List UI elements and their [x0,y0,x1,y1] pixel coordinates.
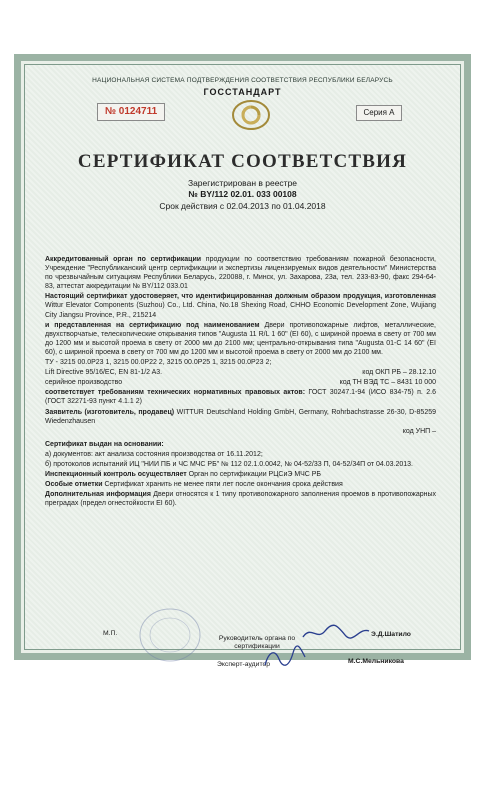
agency-name: ГОССТАНДАРТ [203,87,282,97]
product-name-paragraph: и представленная на сертификацию под наименованием Двери противопожарные лифтов, металлические, двухстворчатые, телескопические открывания типов "Augusta 11 R/L 1 60" (EI 60), с шириной проема в свету от 700 мм до 1200 мм и высотой проема в свету от 2000 мм до 2100 мм; центрально-открывания типа "Augusta 01-C 14 60" (EI 60), с шириной проема в свету от 700 мм до 1200 мм и высотой проема в свету от 2000 мм до 2100 мм. [45,321,436,356]
head-role: Руководитель органа по сертификации [218,635,296,650]
head-name: Э.Д.Шатило [371,631,411,638]
certificate-frame [24,64,461,668]
requirements-paragraph: соответствует требованиям технических нормативных правовых актов: ГОСТ 30247.1-94 (ИСО 834-75) п. 2.6 (ГОСТ 32271-93 пункт 4.1.1 2) [45,389,436,406]
gosstandart-emblem-icon [231,99,271,131]
head-signature-icon [301,621,371,643]
special-notes-paragraph: Особые отметки Сертификат хранить не менее пяти лет после окончания срока действия [45,481,343,489]
directive-line: Lift Directive 95/16/EC, EN 81-1/2 A3. код ОКП РБ – 28.12.10 [45,369,436,377]
basis-documents: а) документов: акт анализа состояния производства от 16.11.2012; [45,450,263,458]
series-box: Серия А [356,105,402,121]
production-line: серийное производство код ТН ВЭД ТС – 8431 10 000 [45,379,436,387]
certificate-sheet [14,54,471,668]
validity-period: Срок действия с 02.04.2013 по 01.04.2018 [159,201,326,211]
accreditation-paragraph: Аккредитованный орган по сертификации продукции по соответствию требованиям пожарной безопасности, Учреждение "Республиканский центр сертификации и экспертизы лицензируемых видов деятельности" Министерства по чрезвычайным ситуациям Республики Беларусь, 220088, г. Минск, ул. Захарова, 23а, тел. 233-83-90, факс 294-64-83, аттестат аккредитации № BY/112 033.01 [45,256,436,291]
product-paragraph: Настоящий сертификат удостоверяет, что идентифицированная должным образом продукция, изготовленная Wittur Elevator Components (Suzhou) Co., Ltd. China, No.18 Shexing Road, CHHO Economic Development Zone, Wujiang City Jiangsu Province, P.R., 215214 [45,293,436,319]
registration-label: Зарегистрирован в реестре [187,178,298,188]
seal-place: М.П. [103,630,118,637]
certificate-title: СЕРТИФИКАТ СООТВЕТСТВИЯ [77,151,408,172]
basis-heading: Сертификат выдан на основании: [45,440,164,448]
basis-protocols: б) протоколов испытаний ИЦ "НИИ ПБ и ЧС МЧС РБ" № 112 02.1.0.0042, № 04-52/33 П, 04-52/34П от 04.03.2013. [45,460,413,468]
certificate-number: № 0124711 [97,103,165,121]
system-name: НАЦИОНАЛЬНАЯ СИСТЕМА ПОДТВЕРЖДЕНИЯ СООТВЕТСТВИЯ РЕСПУБЛИКИ БЕЛАРУСЬ [92,77,393,84]
additional-info-paragraph: Дополнительная информация Двери относятся к 1 типу противопожарного заполнения проемов в противопожарных преградах (предел огнестойкости EI 60). [45,491,436,508]
expert-role: Эксперт-аудитор [217,661,271,668]
applicant-code: код УНП – [402,427,436,435]
certificate-body [45,255,436,509]
registration-number: № BY/112 02.01. 033 00108 [188,189,297,199]
tu-line: ТУ - 3215 00.0Р23 1, 3215 00.0Р22 2, 3215 00.0Р25 1, 3215 00.0Р23 2; [45,359,272,367]
expert-signature-icon [261,645,307,669]
inspection-paragraph: Инспекционный контроль осуществляет Орган по сертификации РЦСиЭ МЧС РБ [45,471,322,479]
expert-name: М.С.Мельникова [348,658,404,665]
applicant-paragraph: Заявитель (изготовитель, продавец) WITTUR Deutschland Holding GmbH, Germany, Rohrbachstrasse 26-30, D-85259 Wiedenzhausen [45,408,436,425]
round-seal-icon [135,605,205,665]
